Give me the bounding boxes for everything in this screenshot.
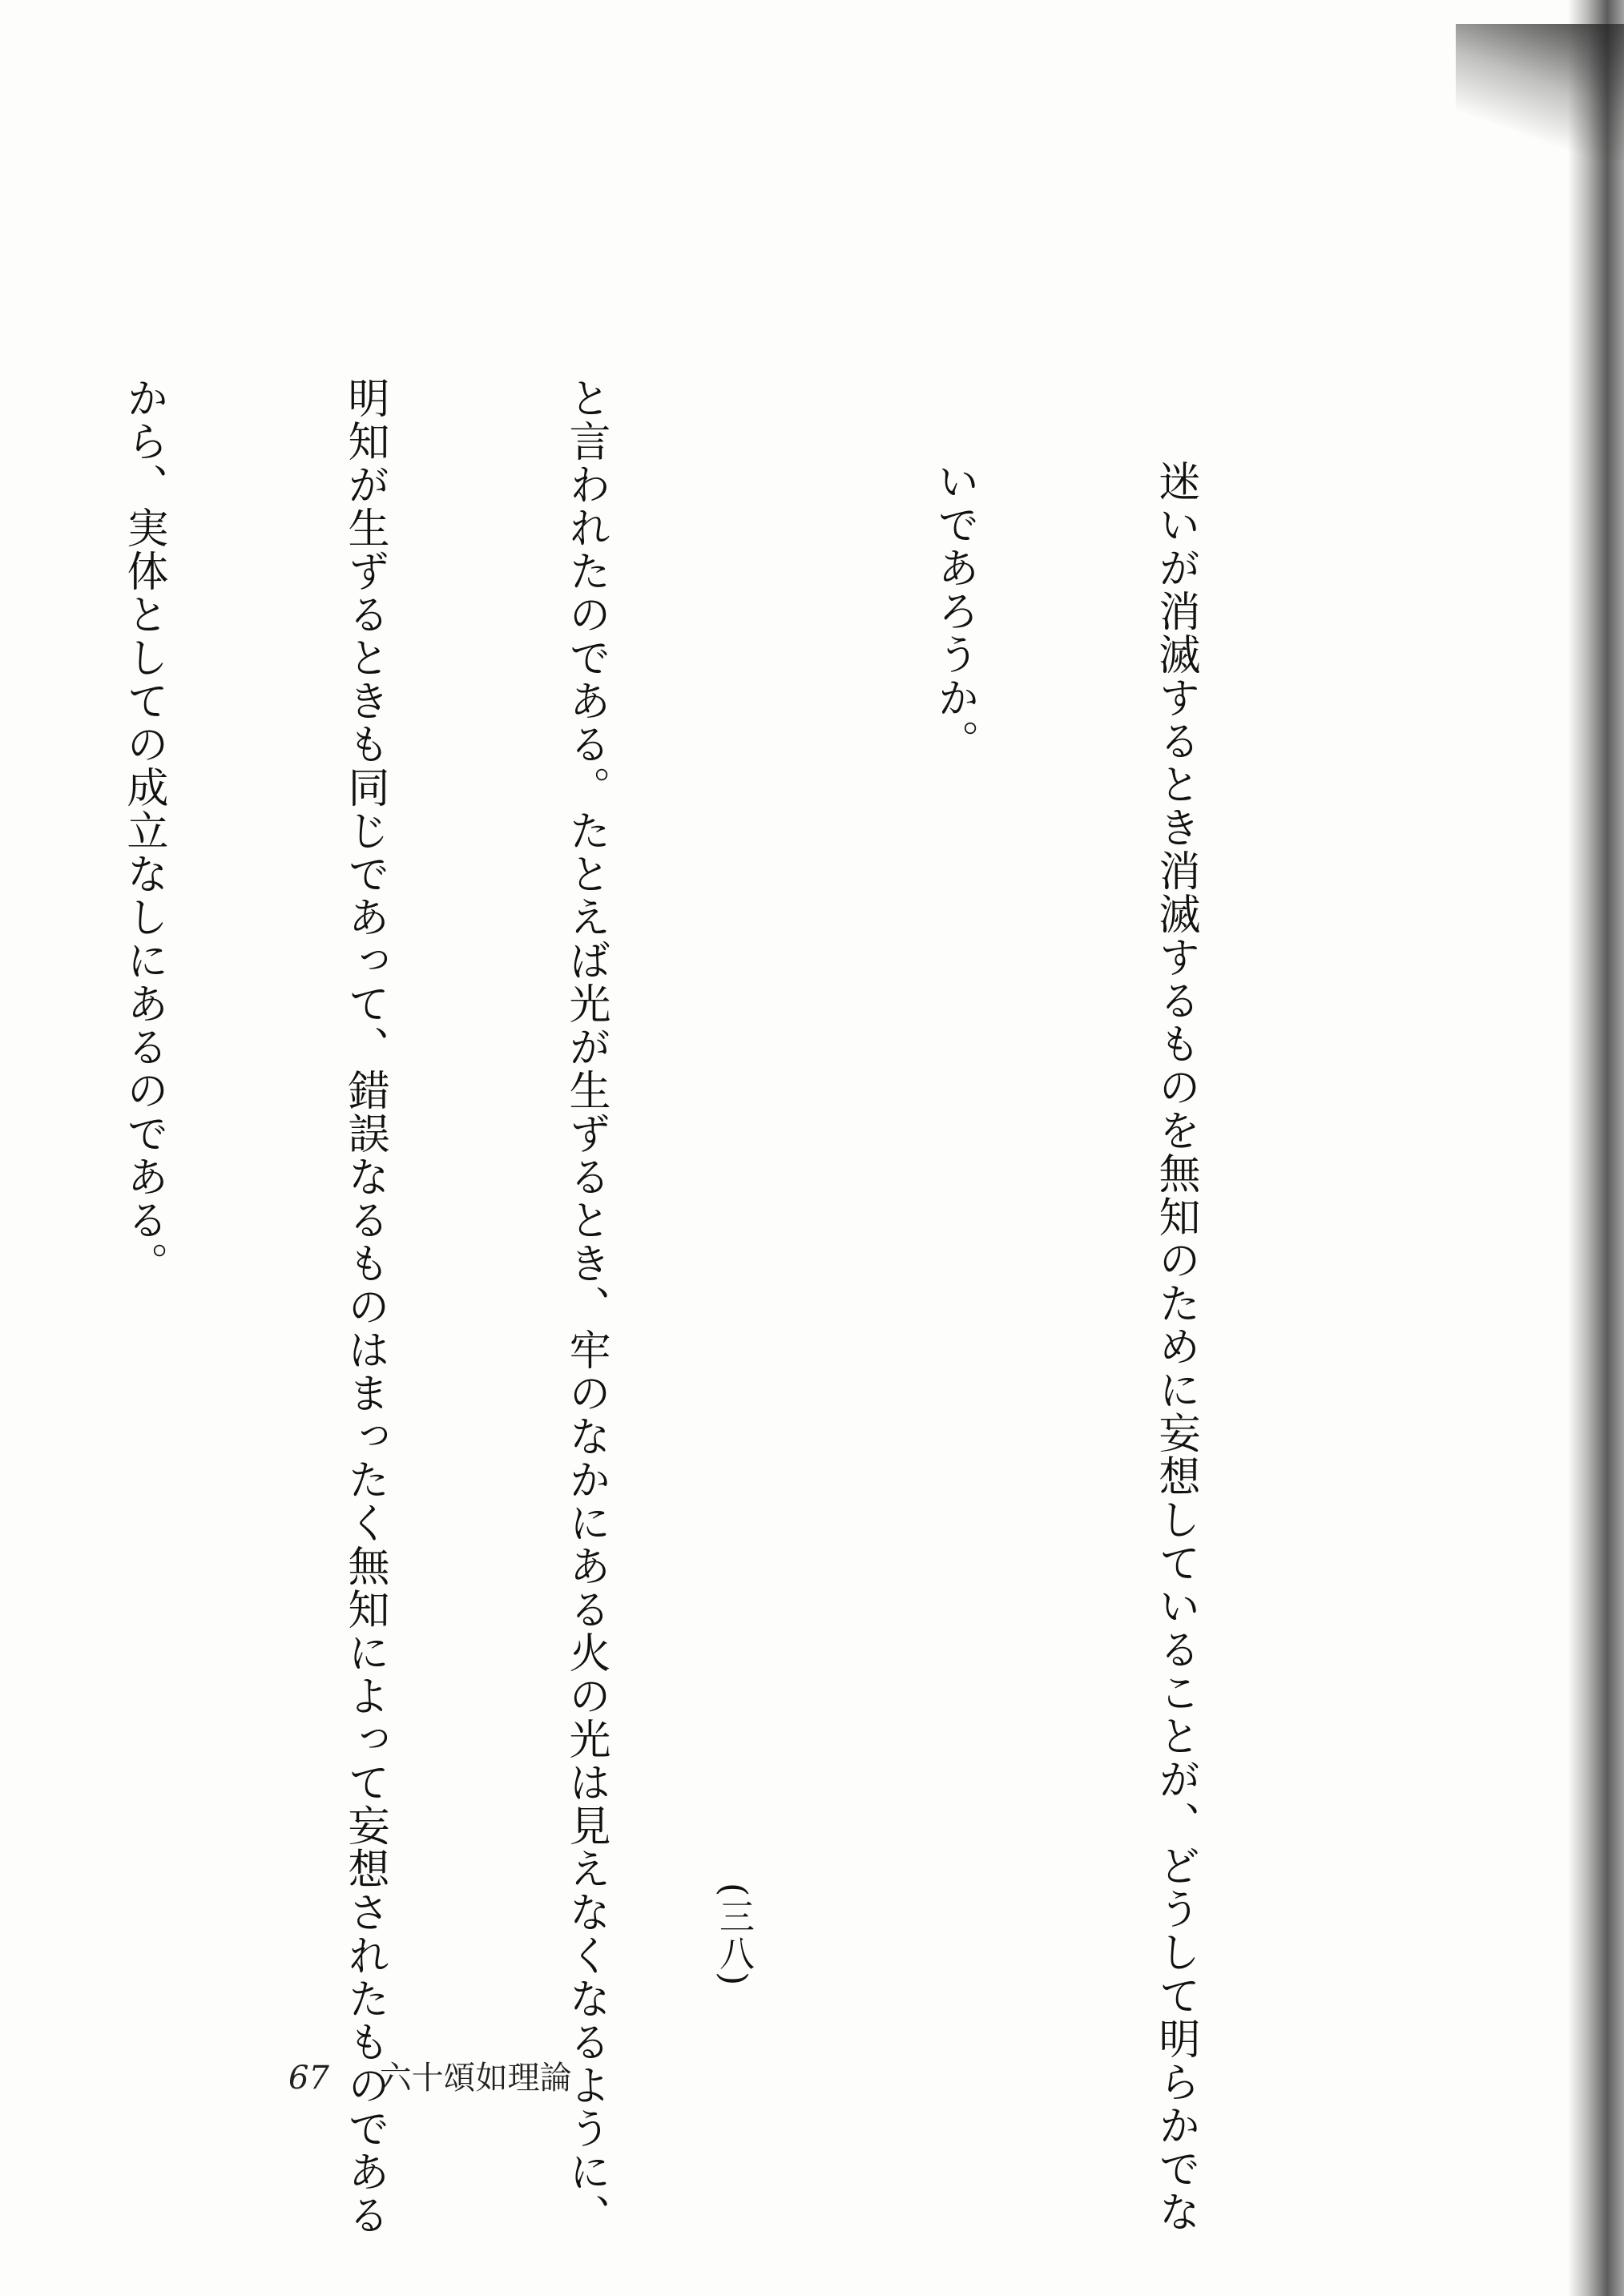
page-number: 67: [288, 2060, 329, 2097]
text-line: 明知が生ずるときも同じであって、錯誤なるものはまったく無知によって妄想されたものである: [341, 377, 389, 2237]
vertical-body-text: 迷いが消滅するとき消滅するものを無知のために妄想していることが、どうして明らかでな いであろうか。 (三八) と言われたのである。たとえば光が生ずるとき、牢のなかにある火の光は見えなくなるように、 明知が生ずるときも同じであって、錯誤なるものはまったく無知によって妄想されたものである から、実体としての成立なしにあるのである。: [0, 377, 1360, 1987]
scan-shadow-edge: [1568, 0, 1624, 2296]
text-line: いであろうか。: [930, 460, 978, 763]
text-line: と言われたのである。たとえば光が生ずるとき、牢のなかにある火の光は見えなくなるように、: [562, 377, 610, 2237]
running-title: 六十頌如理論: [379, 2060, 572, 2097]
text-line: から、実体としての成立なしにあるのである。: [119, 377, 167, 1285]
text-line: 迷いが消滅するとき消滅するものを無知のために妄想していることが、どうして明らかでな: [1151, 460, 1199, 2234]
page-footer: [288, 2052, 572, 2098]
